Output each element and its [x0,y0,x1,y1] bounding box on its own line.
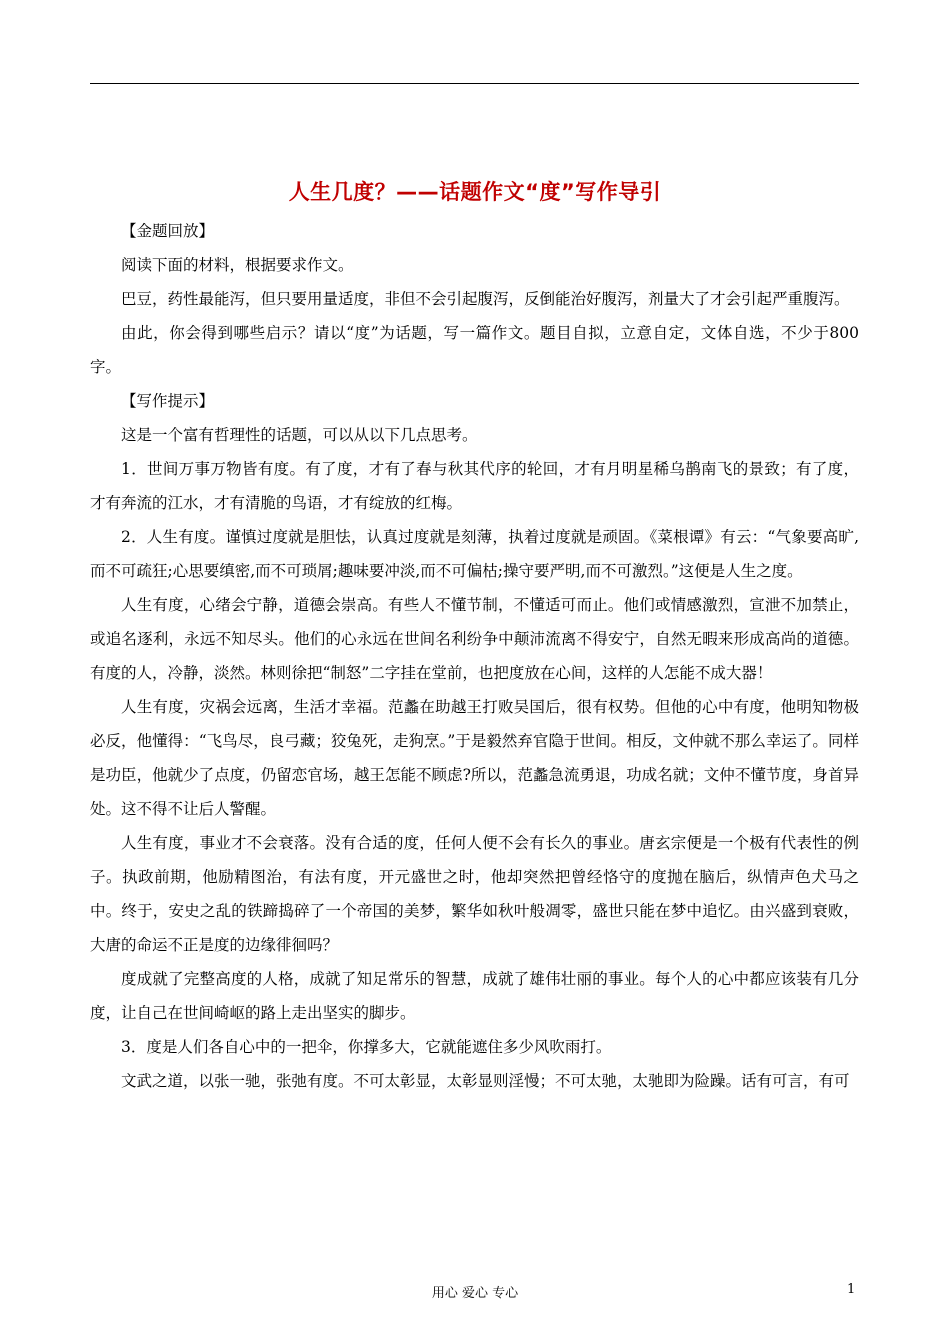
header-rule [90,83,859,84]
paragraph: 这是一个富有哲理性的话题，可以从以下几点思考。 [121,426,478,444]
paragraph: 度成就了完整高度的人格，成就了知足常乐的智慧，成就了雄伟壮丽的事业。每个人的心中都应该装有几分度，让自己在世间崎岖的路上走出坚实的脚步。 [90,970,859,1022]
paragraph: 巴豆，药性最能泻，但只要用量适度，非但不会引起腹泻，反倒能治好腹泻，剂量大了才会引起严重腹泻。 [121,290,850,308]
paragraph: 人生有度，灾祸会远离，生活才幸福。范蠡在助越王打败吴国后，很有权势。但他的心中有度，他明知物极必反，他懂得：“飞鸟尽，良弓藏；狡兔死，走狗烹。”于是毅然弃官隐于世间。相反，文仲就不那么幸运了。同样是功臣，他就少了点度，仍留恋官场，越王怎能不顾虑?所以，范蠡急流勇退，功成名就；文仲不懂节度，身首异处。这不得不让后人警醒。 [90,698,859,818]
paragraph: 2．人生有度。谨慎过度就是胆怯，认真过度就是刻薄，执着过度就是顽固。《菜根谭》有云：“气象要高旷,而不可疏狂;心思要缜密,而不可琐屑;趣味要冲淡,而不可偏枯;操守要严明,而不可激烈。”这便是人生之度。 [90,528,859,580]
paragraph: 人生有度，事业才不会衰落。没有合适的度，任何人便不会有长久的事业。唐玄宗便是一个极有代表性的例子。执政前期，他励精图治，有法有度，开元盛世之时，他却突然把曾经恪守的度抛在脑后，纵情声色犬马之中。终于，安史之乱的铁蹄捣碎了一个帝国的美梦，繁华如秋叶般凋零，盛世只能在梦中追忆。由兴盛到衰败，大唐的命运不正是度的边缘徘徊吗？ [90,834,859,954]
paragraph: 阅读下面的材料，根据要求作文。 [121,256,354,274]
section-heading: 【金题回放】 [121,222,215,240]
paragraph: 1．世间万事万物皆有度。有了度，才有了春与秋其代序的轮回，才有月明星稀乌鹊南飞的景致；有了度，才有奔流的江水，才有清脆的鸟语，才有绽放的红梅。 [90,460,859,512]
page-footer: 用心 爱心 专心 [431,1286,519,1301]
page-number: 1 [847,1282,856,1297]
document-body [90,214,859,1098]
section-heading: 【写作提示】 [121,392,215,410]
document-title: 人生几度？——话题作文“度”写作导引 [288,180,662,204]
paragraph: 3．度是人们各自心中的一把伞，你撑多大，它就能遮住多少风吹雨打。 [121,1038,612,1056]
paragraph: 由此，你会得到哪些启示？请以“度”为话题，写一篇作文。题目自拟，立意自定，文体自选，不少于800字。 [90,324,859,376]
paragraph: 文武之道，以张一驰，张弛有度。不可太彰显，太彰显则淫慢；不可太驰，太驰即为险躁。话有可言，有可 [121,1072,850,1090]
paragraph: 人生有度，心绪会宁静，道德会崇高。有些人不懂节制，不懂适可而止。他们或情感激烈，宣泄不加禁止，或追名逐利，永远不知尽头。他们的心永远在世间名利纷争中颠沛流离不得安宁，自然无暇来形成高尚的道德。有度的人，冷静，淡然。林则徐把“制怒”二字挂在堂前，也把度放在心间，这样的人怎能不成大器！ [90,596,859,682]
